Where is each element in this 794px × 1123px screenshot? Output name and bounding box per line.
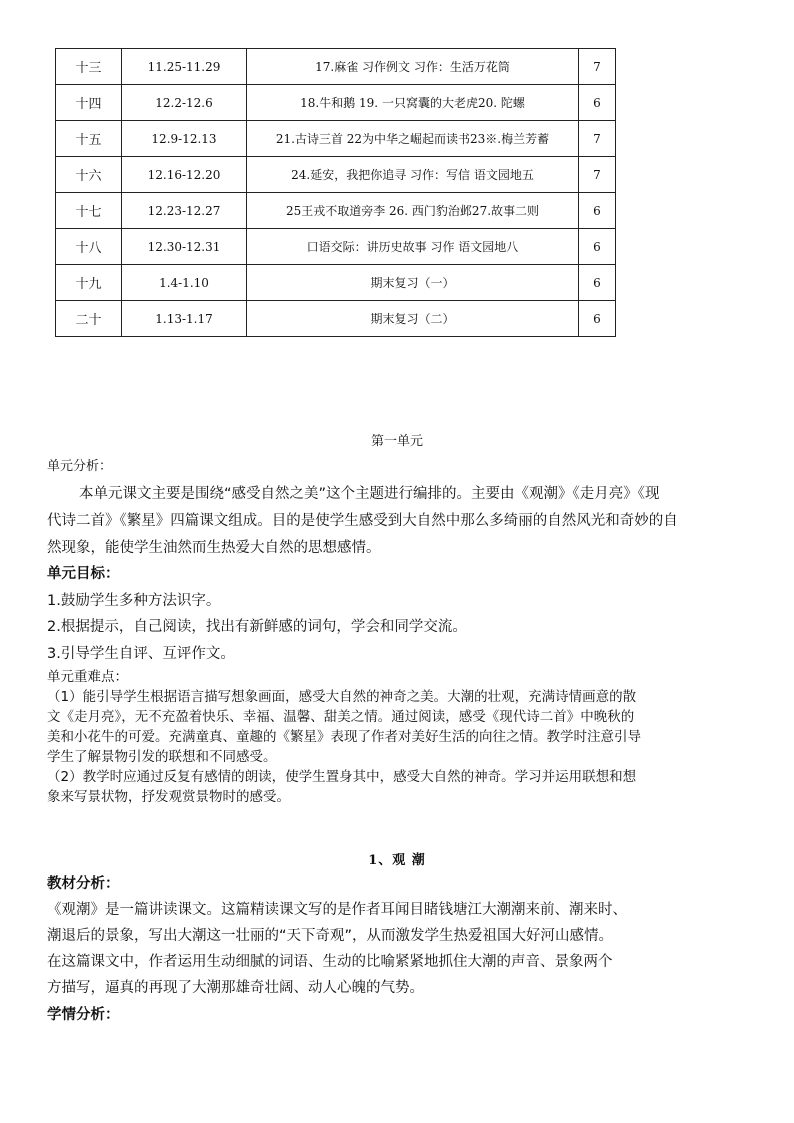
schedule-row: [56, 193, 616, 229]
unit-keypoint-line: 文《走月亮》，无不充盈着快乐、幸福、温馨、甜美之情。通过阅读，感受《现代诗二首》中晚秋的: [47, 709, 635, 725]
hours-cell: 7: [579, 157, 616, 193]
dates-cell: 12.2-12.6: [122, 85, 247, 121]
content-cell: 25王戎不取道旁李 26. 西门豹治邺27.故事二则: [247, 193, 579, 229]
content-cell: 24.延安，我把你追寻 习作：写信 语文园地五: [247, 157, 579, 193]
hours-cell: 6: [579, 265, 616, 301]
content-cell: 口语交际：讲历史故事 习作 语文园地八: [247, 229, 579, 265]
hours-cell: 7: [579, 49, 616, 85]
week-cell: 十四: [56, 85, 122, 121]
content-cell: 期末复习（二）: [247, 301, 579, 337]
unit-title: 第一单元: [370, 434, 423, 449]
week-cell: 十三: [56, 49, 122, 85]
material-analysis-line: 《观潮》是一篇讲读课文。这篇精读课文写的是作者耳闻目睹钱塘江大潮潮来前、潮来时、: [47, 902, 627, 918]
material-analysis-line: 方描写，逼真的再现了大潮那雄奇壮阔、动人心魄的气势。: [47, 980, 424, 996]
hours-cell: 7: [579, 121, 616, 157]
schedule-row: [56, 157, 616, 193]
hours-cell: 6: [579, 301, 616, 337]
schedule-row: [56, 121, 616, 157]
dates-cell: 12.16-12.20: [122, 157, 247, 193]
week-cell: 二十: [56, 301, 122, 337]
week-cell: 十五: [56, 121, 122, 157]
unit-goal-item: 1.鼓励学生多种方法识字。: [47, 593, 221, 609]
content-cell: 17.麻雀 习作例文 习作：生活万花筒: [247, 49, 579, 85]
schedule-row: [56, 301, 616, 337]
schedule-table: [55, 48, 616, 337]
dates-cell: 1.4-1.10: [122, 265, 247, 301]
unit-goal-item: 3.引导学生自评、互评作文。: [47, 646, 235, 662]
unit-keypoint-line: 象来写景状物，抒发观赏景物时的感受。: [47, 789, 290, 805]
unit-goal-item: 2.根据提示，自己阅读，找出有新鲜感的词句，学会和同学交流。: [47, 619, 467, 635]
unit-keypoint-line: 美和小花牛的可爱。充满童真、童趣的《繁星》表现了作者对美好生活的向往之情。教学时注意引导: [47, 729, 641, 745]
dates-cell: 12.23-12.27: [122, 193, 247, 229]
unit-analysis-line: 代诗二首》《繁星》四篇课文组成。目的是使学生感受到大自然中那么多绮丽的自然风光和奇妙的自: [47, 513, 678, 529]
unit-goals-heading: 单元目标：: [47, 566, 120, 582]
hours-cell: 6: [579, 193, 616, 229]
schedule-row: [56, 229, 616, 265]
hours-cell: 6: [579, 229, 616, 265]
material-analysis-heading: 教材分析：: [47, 876, 120, 892]
unit-keypoints-heading: 单元重难点：: [47, 669, 128, 685]
unit-analysis-heading: 单元分析：: [47, 459, 113, 474]
week-cell: 十九: [56, 265, 122, 301]
schedule-row: [56, 49, 616, 85]
unit-keypoint-line: （1）能引导学生根据语言描写想象画面，感受大自然的神奇之美。大潮的壮观，充满诗情画意的散: [47, 689, 637, 705]
week-cell: 十七: [56, 193, 122, 229]
material-analysis-line: 在这篇课文中，作者运用生动细腻的词语、生动的比喻紧紧地抓住大潮的声音、景象两个: [47, 954, 613, 970]
lesson-title: 1、观 潮: [368, 853, 426, 868]
week-cell: 十八: [56, 229, 122, 265]
unit-keypoint-line: 学生了解景物引发的联想和不同感受。: [47, 749, 277, 765]
content-cell: 期末复习（一）: [247, 265, 579, 301]
dates-cell: 1.13-1.17: [122, 301, 247, 337]
dates-cell: 11.25-11.29: [122, 49, 247, 85]
dates-cell: 12.9-12.13: [122, 121, 247, 157]
material-analysis-line: 潮退后的景象，写出大潮这一壮丽的“天下奇观”，从而激发学生热爱祖国大好河山感情。: [47, 928, 614, 944]
unit-keypoint-line: （2）教学时应通过反复有感情的朗读，使学生置身其中，感受大自然的神奇。学习并运用联想和想: [47, 769, 637, 785]
hours-cell: 6: [579, 85, 616, 121]
schedule-row: [56, 85, 616, 121]
week-cell: 十六: [56, 157, 122, 193]
unit-analysis-line: 本单元课文主要是围绕“感受自然之美”这个主题进行编排的。主要由《观潮》《走月亮》《现: [79, 486, 660, 502]
content-cell: 18.牛和鹅 19. 一只窝囊的大老虎20. 陀螺: [247, 85, 579, 121]
student-analysis-heading: 学情分析：: [47, 1007, 120, 1023]
dates-cell: 12.30-12.31: [122, 229, 247, 265]
schedule-row: [56, 265, 616, 301]
content-cell: 21.古诗三首 22为中华之崛起而读书23※.梅兰芳蓄: [247, 121, 579, 157]
unit-analysis-line: 然现象，能使学生油然而生热爱大自然的思想感情。: [47, 540, 381, 556]
